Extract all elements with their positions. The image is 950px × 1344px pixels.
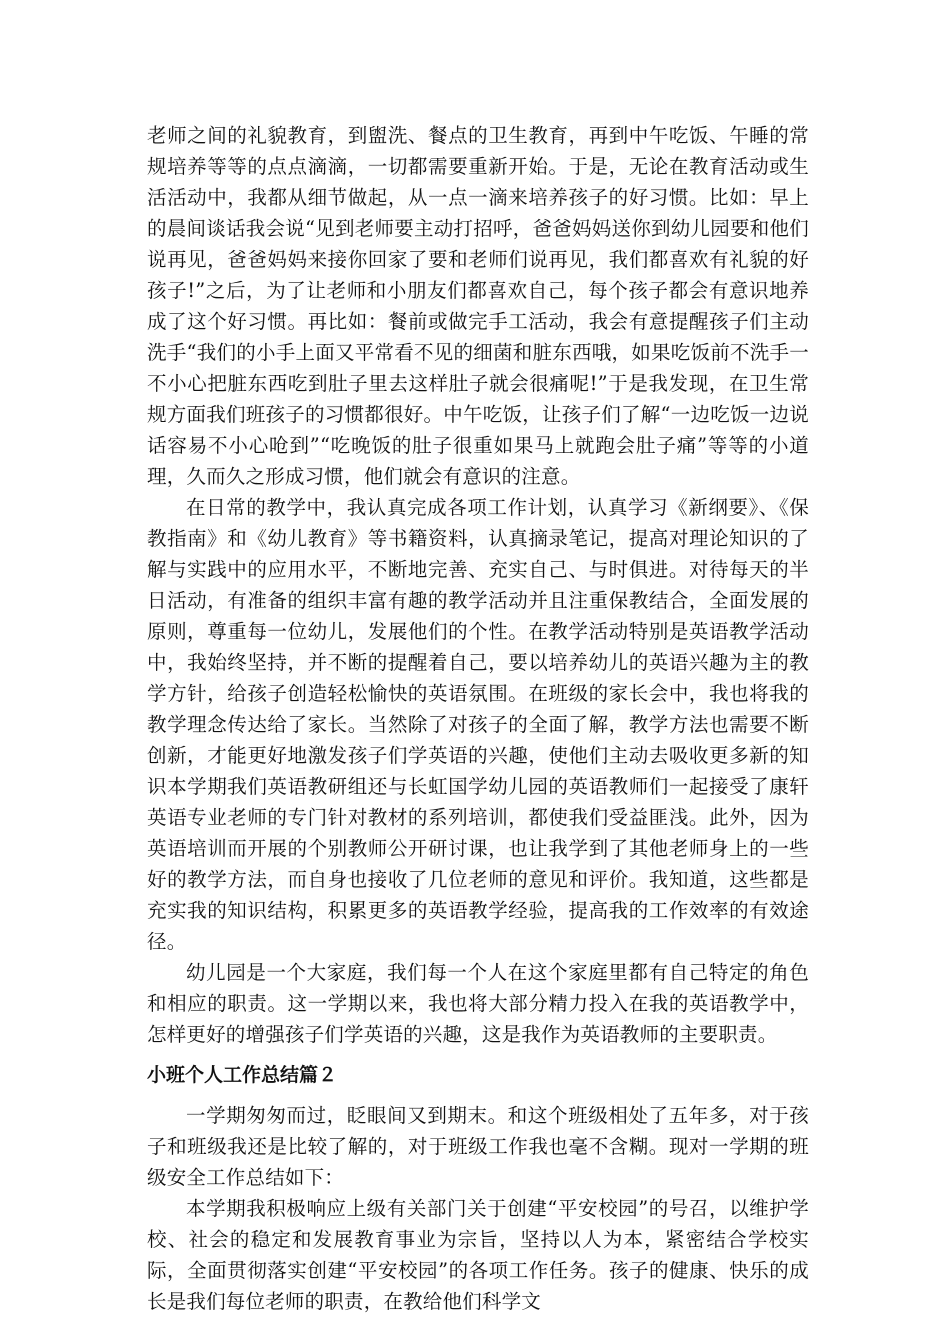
paragraph-teaching: 在日常的教学中，我认真完成各项工作计划，认真学习《新纲要》、《保教指南》和《幼儿教育》等书籍资料，认真摘录笔记，提高对理论知识的了解与实践中的应用水平，不断地完善、充实自己、与时俱进。对待每天的半日活动，有准备的组织丰富有趣的教学活动并且注重保教结合，全面发展的原则，尊重每一位幼儿，发展他们的个性。在教学活动特别是英语教学活动中，我始终坚持，并不断的提醒着自己，要以培养幼儿的英语兴趣为主的教学方针，给孩子创造轻松愉快的英语氛围。在班级的家长会中，我也将我的教学理念传达给了家长。当然除了对孩子的全面了解，教学方法也需要不断创新，才能更好地激发孩子们学英语的兴趣，使他们主动去吸收更多新的知识本学期我们英语教研组还与长虹国学幼儿园的英语教师们一起接受了康轩英语专业老师的专门针对教材的系列培训，都使我们受益匪浅。此外，因为英语培训而开展的个别教师公开研讨课，也让我学到了其他老师身上的一些好的教学方法，而自身也接收了几位老师的意见和评价。我知道，这些都是充实我的知识结构，积累更多的英语教学经验，提高我的工作效率的有效途径。 [147,496,809,953]
document-page [147,120,809,1317]
paragraph-habits: 老师之间的礼貌教育，到盥洗、餐点的卫生教育，再到中午吃饭、午睡的常规培养等等的点点滴滴，一切都需要重新开始。于是，无论在教育活动或生活活动中，我都从细节做起，从一点一滴来培养孩子的好习惯。比如：早上的晨间谈话我会说“见到老师要主动打招呼，爸爸妈妈送你到幼儿园要和他们说再见，爸爸妈妈来接你回家了要和老师们说再见，我们都喜欢有礼貌的好孩子!”之后，为了让老师和小朋友们都喜欢自己，每个孩子都会有意识地养成了这个好习惯。再比如：餐前或做完手工活动，我会有意提醒孩子们主动洗手“我们的小手上面又平常看不见的细菌和脏东西哦，如果吃饭前不洗手一不小心把脏东西吃到肚子里去这样肚子就会很痛呢!”于是我发现，在卫生常规方面我们班孩子的习惯都很好。中午吃饭，让孩子们了解“一边吃饭一边说话容易不小心呛到”“吃晚饭的肚子很重如果马上就跑会肚子痛”等等的小道理，久而久之形成习惯，他们就会有意识的注意。 [147,124,809,488]
paragraph-safe-campus: 本学期我积极响应上级有关部门关于创建“平安校园”的号召，以维护学校、社会的稳定和发展教育事业为宗旨，坚持以人为本，紧密结合学校实际，全面贯彻落实创建“平安校园”的各项工作任务。孩子的健康、快乐的成长是我们每位老师的职责，在教给他们科学文 [147,1197,809,1313]
section-heading: 小班个人工作总结篇２ [147,1064,338,1086]
paragraph-responsibility: 幼儿园是一个大家庭，我们每一个人在这个家庭里都有自己特定的角色和相应的职责。这一学期以来，我也将大部分精力投入在我的英语教学中，怎样更好的增强孩子们学英语的兴趣，这是我作为英语教师的主要职责。 [147,961,809,1046]
paragraph-semester-intro: 一学期匆匆而过，眨眼间又到期末。和这个班级相处了五年多，对于孩子和班级我还是比较了解的，对于班级工作我也毫不含糊。现对一学期的班级安全工作总结如下： [147,1104,809,1189]
